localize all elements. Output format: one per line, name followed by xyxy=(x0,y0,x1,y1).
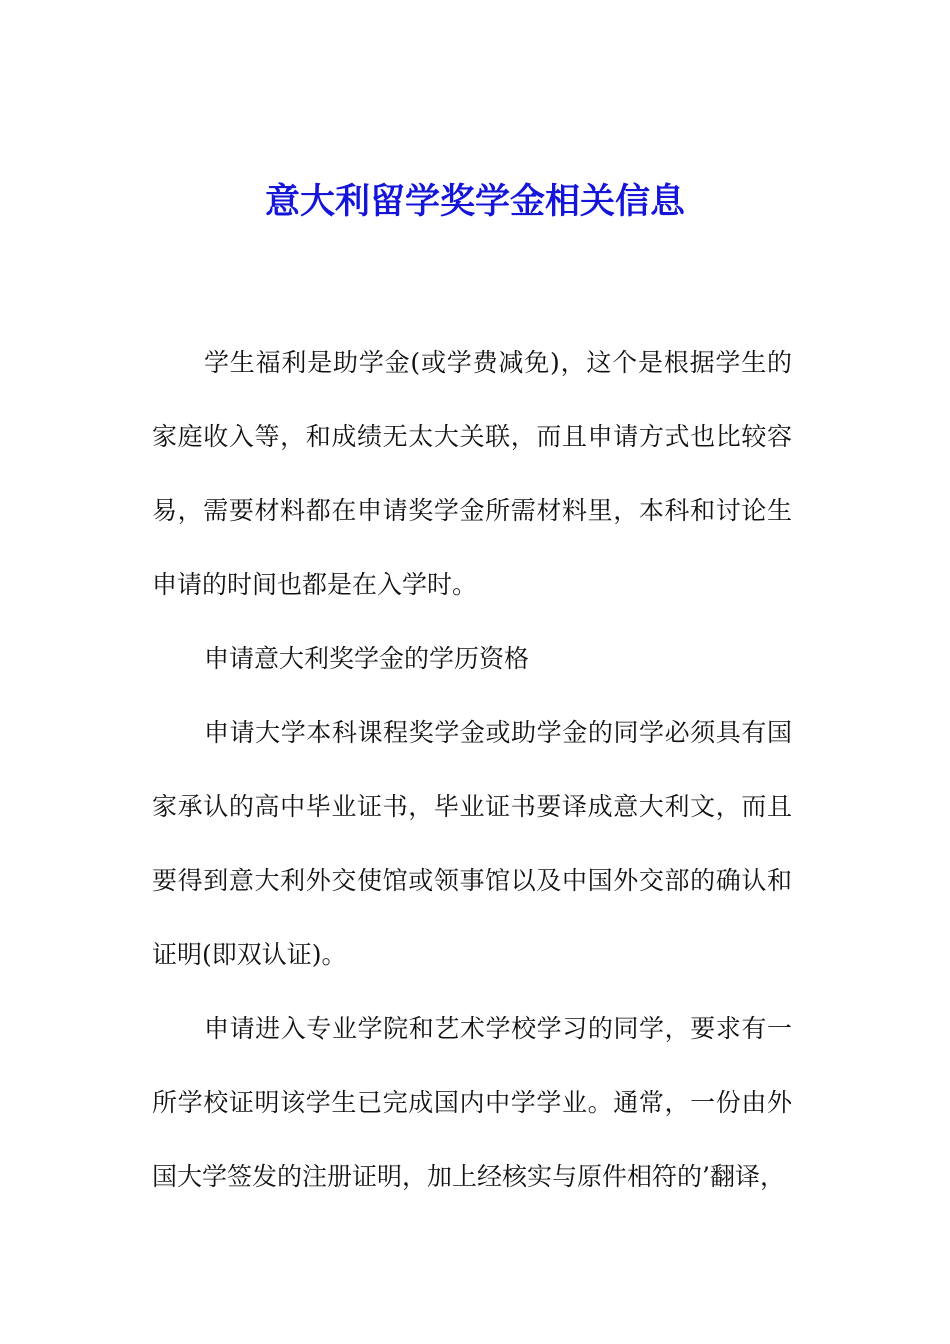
paragraph-art-school-requirements: 申请进入专业学院和艺术学校学习的同学，要求有一所学校证明该学生已完成国内中学学业。通常，一份由外国大学签发的注册证明，加上经核实与原件相符的’翻译， xyxy=(152,1014,792,1191)
paragraph-undergraduate-requirements: 申请大学本科课程奖学金或助学金的同学必须具有国家承认的高中毕业证书，毕业证书要译成意大利文，而且要得到意大利外交使馆或领事馆以及中国外交部的确认和证明(即双认证)。 xyxy=(152,718,792,969)
paragraph-heading-qualifications: 申请意大利奖学金的学历资格 xyxy=(204,644,530,673)
paragraph-student-welfare: 学生福利是助学金(或学费减免)，这个是根据学生的家庭收入等，和成绩无太大关联，而且申请方式也比较容易，需要材料都在申请奖学金所需材料里，本科和讨论生申请的时间也都是在入学时。 xyxy=(152,348,792,599)
document-title: 意大利留学奖学金相关信息 xyxy=(264,181,685,222)
document-body xyxy=(152,326,792,1214)
